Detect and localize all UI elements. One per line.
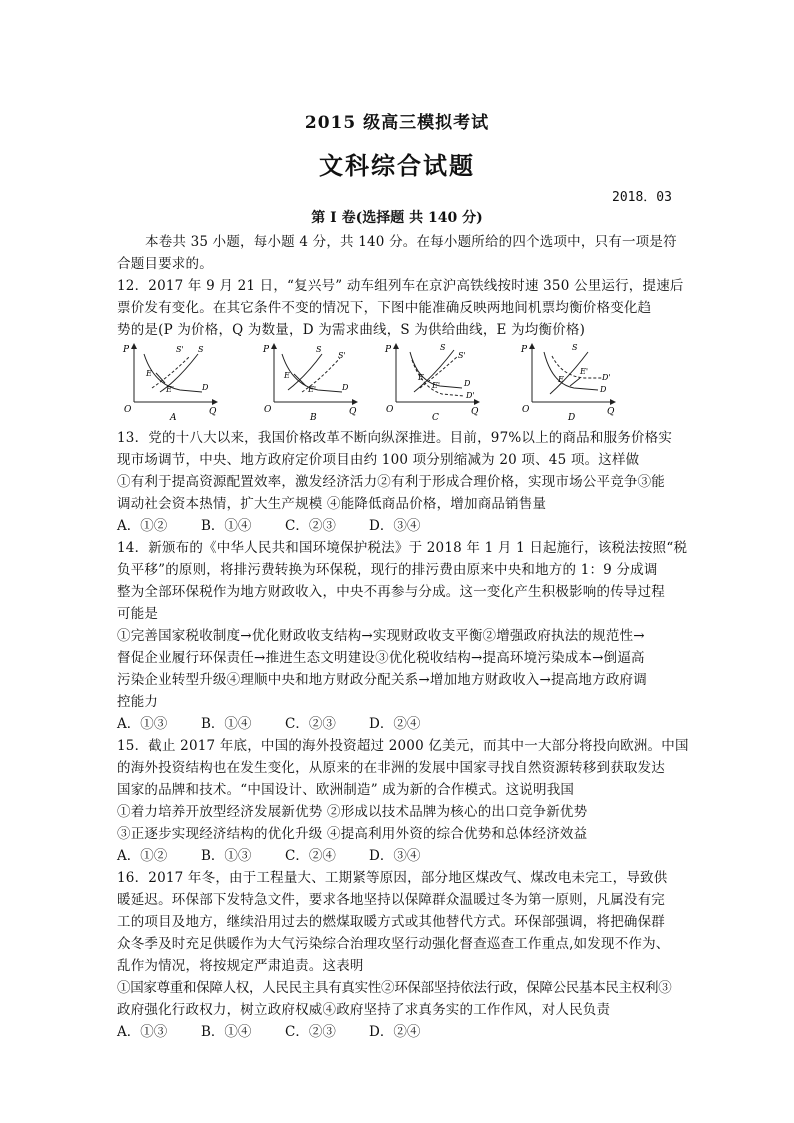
d-prime-label: D': [602, 373, 611, 382]
q15-options: [117, 846, 453, 866]
e-prime-label: E': [432, 381, 441, 390]
option-b: B．①④: [201, 716, 252, 732]
exam-date: 2018．03: [612, 190, 672, 205]
s-label: S: [198, 345, 204, 354]
q15-line: 国家的品牌和技术。“中国设计、欧洲制造” 成为新的合作模式。这说明我国: [117, 782, 575, 798]
s-prime-label: S': [458, 351, 466, 360]
exam-title: 2015 级高三模拟考试: [304, 113, 490, 133]
option-a: A．①②: [117, 848, 168, 864]
q16-line: 暖延迟。环保部下发特急文件，要求各地坚持以保障群众温暖过冬为第一原则，凡属没有完: [117, 892, 665, 908]
e-label: E: [418, 373, 424, 382]
supply-demand-graph-a: [120, 340, 220, 420]
e-label: E: [146, 369, 152, 378]
section-title: 第 I 卷(选择题 共 140 分): [311, 210, 483, 226]
q15-line: 15．截止 2017 年底，中国的海外投资超过 2000 亿美元，而其中一大部分将投向欧洲。中国: [117, 738, 689, 754]
option-c: C．②③: [285, 716, 336, 732]
supply-demand-graph-c: [382, 340, 482, 420]
q14-line: 可能是: [117, 606, 159, 622]
q13-line: 调动社会资本热情，扩大生产规模 ④能降低商品价格，增加商品销售量: [117, 496, 547, 512]
option-c: C．②③: [285, 1024, 336, 1040]
q12-line: 12．2017 年 9 月 21 日，“复兴号” 动车组列车在京沪高铁线按时速 350 公里运行，提速后: [117, 278, 684, 294]
s-prime-label: S': [338, 351, 346, 360]
option-a: A．①②: [117, 518, 168, 534]
axis-q-label: Q: [349, 407, 357, 417]
graph-label-d: D: [568, 413, 576, 420]
q14-line: 控能力: [117, 694, 159, 710]
e-label: E: [558, 375, 564, 384]
q16-line: ①国家尊重和保障人权，人民民主具有真实性②环保部坚持依法行政，保障公民基本民主权利③: [117, 980, 672, 996]
q14-options: [117, 714, 453, 734]
supply-demand-graph-d: [518, 340, 618, 420]
q16-line: 乱作为情况，将按规定严肃追责。这表明: [117, 958, 364, 974]
q13-line: 现市场调节，中央、地方政府定价项目由约 100 项分别缩减为 20 项、45 项。这样做: [117, 452, 640, 468]
option-a: A．①③: [117, 716, 168, 732]
intro-line-2: 合题目要求的。: [117, 256, 213, 272]
option-c: C．②③: [285, 518, 336, 534]
option-d: D．③④: [369, 518, 421, 534]
supply-demand-graph-b: [260, 340, 360, 420]
option-d: D．②④: [369, 716, 421, 732]
graph-label-c: C: [432, 413, 439, 420]
d-prime-label: D': [466, 391, 475, 400]
q14-line: 14．新颁布的《中华人民共和国环境保护税法》于 2018 年 1 月 1 日起施行，该税法按照“税: [117, 540, 688, 556]
option-b: B．①④: [201, 1024, 252, 1040]
e-prime-label: E': [308, 385, 317, 394]
q15-line: ①着力培养开放型经济发展新优势 ②形成以技术品牌为核心的出口竞争新优势: [117, 804, 588, 820]
d-label: D: [202, 383, 209, 392]
option-b: B．①④: [201, 518, 252, 534]
s-prime-label: S': [176, 345, 184, 354]
e-prime-label: E': [580, 367, 589, 376]
axis-p-label: P: [385, 345, 392, 355]
q12-line: 票价发有变化。在其它条件不变的情况下，下图中能准确反映两地间机票均衡价格变化趋: [117, 300, 652, 316]
origin-label: O: [264, 405, 272, 415]
graph-label-a: A: [170, 413, 177, 420]
axis-p-label: P: [123, 345, 130, 355]
origin-label: O: [386, 405, 394, 415]
option-d: D．②④: [369, 1024, 421, 1040]
d-label: D: [342, 383, 349, 392]
option-a: A．①③: [117, 1024, 168, 1040]
q14-line: 整为全部环保税作为地方财政收入，中央不再参与分成。这一变化产生积极影响的传导过程: [117, 584, 665, 600]
q15-line: ③正逐步实现经济结构的优化升级 ④提高利用外资的综合优势和总体经济效益: [117, 826, 588, 842]
s-label: S: [440, 343, 446, 352]
q16-line: 工的项目及地方，继续沿用过去的燃煤取暖方式或其他替代方式。环保部强调，将把确保群: [117, 914, 665, 930]
s-label: S: [572, 343, 578, 352]
option-d: D．③④: [369, 848, 421, 864]
q13-options: [117, 516, 453, 536]
q14-line: 负平移”的原则，将排污费转换为环保税，现行的排污费由原来中央和地方的 1：9 分成调: [117, 562, 658, 578]
axis-p-label: P: [521, 345, 528, 355]
q16-line: 16．2017 年冬，由于工程量大、工期紧等原因，部分地区煤改气、煤改电未完工，导致供: [117, 870, 668, 886]
q13-line: 13．党的十八大以来，我国价格改革不断向纵深推进。目前，97%以上的商品和服务价格实: [117, 430, 673, 446]
q14-line: 污染企业转型升级④理顺中央和地方财政分配关系→增加地方财政收入→提高地方政府调: [117, 672, 647, 688]
q16-options: [117, 1022, 453, 1042]
subject-title: 文科综合试题: [319, 151, 475, 180]
s-label: S: [316, 345, 322, 354]
d-label: D: [464, 379, 471, 388]
graph-label-b: B: [310, 413, 317, 420]
axis-q-label: Q: [607, 407, 615, 417]
option-c: C．②④: [285, 848, 336, 864]
axis-q-label: Q: [209, 407, 217, 417]
q16-line: 政府强化行政权力，树立政府权威④政府坚持了求真务实的工作作风，对人民负责: [117, 1002, 611, 1018]
option-b: B．①③: [201, 848, 252, 864]
q12-line: 势的是(P 为价格，Q 为数量，D 为需求曲线，S 为供给曲线，E 为均衡价格): [117, 322, 586, 338]
e-prime-label: E': [166, 385, 175, 394]
origin-label: O: [124, 405, 132, 415]
axis-q-label: Q: [471, 407, 479, 417]
q14-line: 督促企业履行环保责任→推进生态文明建设③优化税收结构→提高环境污染成本→倒逼高: [117, 650, 645, 666]
q16-line: 众冬季及时充足供暖作为大气污染综合治理攻坚行动强化督查巡查工作重点,如发现不作为、: [117, 936, 670, 952]
q12-graphs: [120, 340, 680, 420]
d-label: D: [600, 385, 607, 394]
axis-p-label: P: [263, 345, 270, 355]
q15-line: 的海外投资结构也在发生变化，从原来的在非洲的发展中国家寻找自然资源转移到获取发达: [117, 760, 665, 776]
intro-line-1: 本卷共 35 小题，每小题 4 分，共 140 分。在每小题所给的四个选项中，只有一项是符: [145, 234, 677, 250]
e-label: E: [284, 371, 290, 380]
q14-line: ①完善国家税收制度→优化财政收支结构→实现财政收支平衡②增强政府执法的规范性→: [117, 628, 645, 644]
origin-label: O: [522, 405, 530, 415]
q13-line: ①有利于提高资源配置效率，激发经济活力②有利于形成合理价格，实现市场公平竞争③能: [117, 474, 665, 490]
